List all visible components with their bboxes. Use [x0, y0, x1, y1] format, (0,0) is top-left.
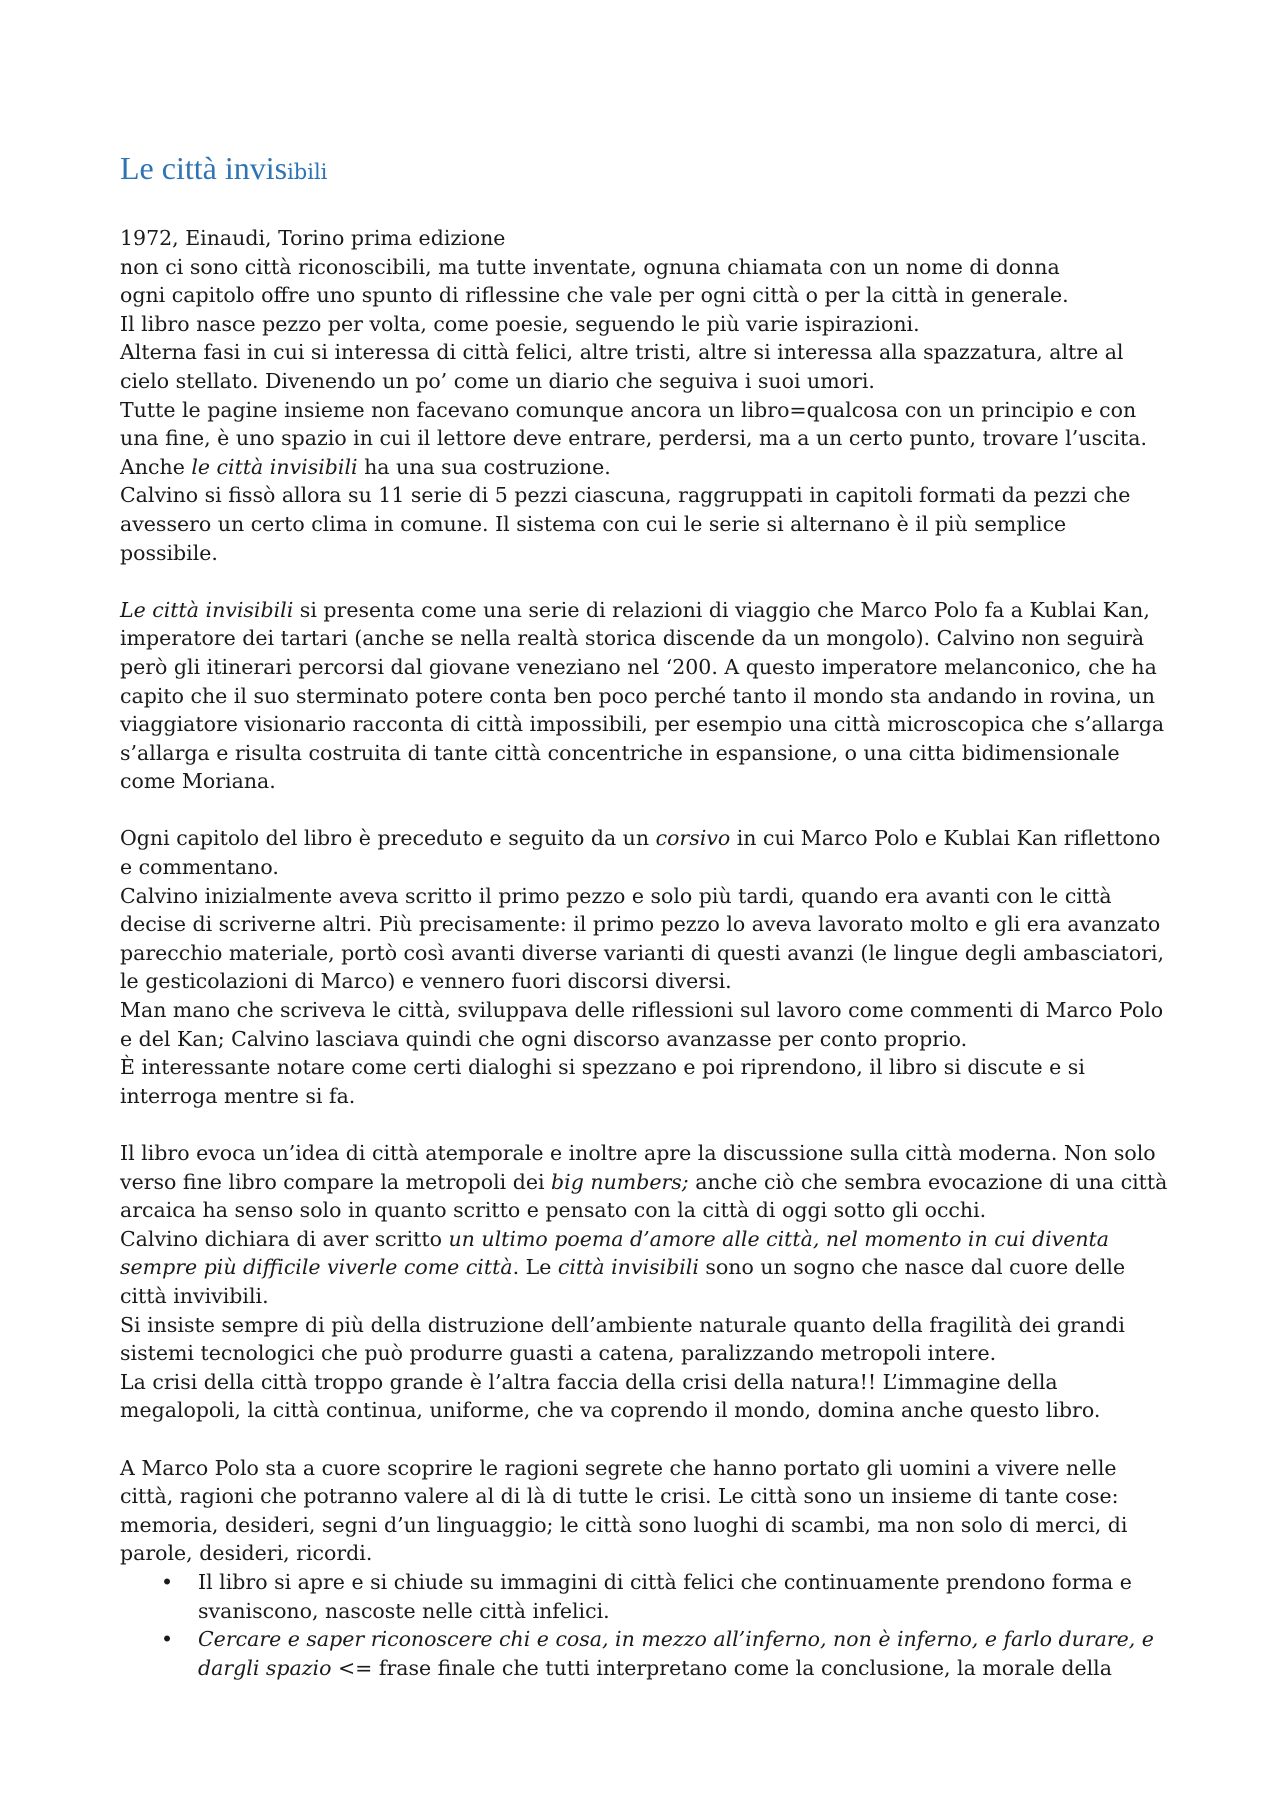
italic-quote: un ultimo poema d’amore alle città, nel momento in cui diventa sempre più difficile viverle come città [120, 1226, 1110, 1280]
paragraph-line: È interessante notare come certi dialoghi si spezzano e poi riprendono, il libro si discute e si interroga mentre si fa. [120, 1055, 1085, 1108]
document-page [120, 148, 1170, 1682]
title-main: Le città invis [120, 150, 288, 186]
paragraph-line: Calvino inizialmente aveva scritto il primo pezzo e solo più tardi, quando era avanti con le città decise di scriverne altri. Più precisamente: il primo pezzo lo aveva lavorato molto e gli era avanzato parecchio materiale, portò così avanti diverse varianti di questi avanzi (le lingue degli ambasciatori, le gesticolazioni di Marco) e vennero fuori discorsi diversi. [120, 883, 1165, 994]
italic-title: città invisibili [557, 1255, 699, 1280]
text-run: Il libro si apre e si chiude su immagini di città felici che continuamente prendono forma e svaniscono, nascoste nelle città infelici. [198, 1569, 1132, 1623]
text-run: si presenta come una serie di relazioni di viaggio che Marco Polo fa a Kublai Kan, imperatore dei tartari (anche se nella realtà storica discende da un mongolo). Calvino non seguirà però gli itinerari percorsi dal giovane veneziano nel ‘200. A questo imperatore melanconico, che ha capito che il suo sterminato potere conta ben poco perché tanto il mondo sta andando in rovina, un viaggiatore visionario racconta di città impossibili, per esempio una città microscopica che s’allarga s’allarga e risulta costruita di tante città concentriche in espansione, o una citta bidimensionale come Moriana. [120, 597, 1165, 794]
document-title [120, 148, 1170, 192]
paragraph-line: Il libro nasce pezzo per volta, come poesie, seguendo le più varie ispirazioni. [120, 311, 920, 336]
bullet-icon: • [161, 1569, 174, 1594]
bullet-list [120, 1568, 1170, 1682]
text-run: . Le [512, 1255, 558, 1280]
paragraph-line: 1972, Einaudi, Torino prima edizione [120, 226, 506, 250]
paragraph-line: Si insiste sempre di più della distruzione dell’ambiente naturale quanto della fragilità dei grandi sistemi tecnologici che può produrre guasti a catena, paralizzando metropoli intere. [120, 1312, 1125, 1366]
italic-title: Le città invisibili [120, 597, 294, 622]
paragraph-gap [120, 1425, 1170, 1454]
paragraph-line [120, 824, 1170, 881]
italic-title: le città invisibili [191, 454, 358, 479]
paragraph-gap [120, 796, 1170, 825]
text-run: anche ciò che sembra evocazione di una città arcaica ha senso solo in quanto scritto e pensato con la città di oggi sotto gli occhi. [120, 1169, 1168, 1223]
paragraph-gap [120, 567, 1170, 596]
list-item [161, 1625, 1170, 1682]
italic-word: corsivo [655, 826, 731, 851]
paragraph-line: Calvino si fissò allora su 11 serie di 5 pezzi ciascuna, raggruppati in capitoli formati da pezzi che avessero un certo clima in comune. Il sistema con cui le serie si alternano è il più semplice possibile. [120, 483, 1131, 565]
text-run: <= frase finale che tutti interpretano come la conclusione, la morale della [331, 1655, 1112, 1680]
paragraph-line: A Marco Polo sta a cuore scoprire le ragioni segrete che hanno portato gli uomini a vivere nelle città, ragioni che potranno valere al di là di tutte le crisi. Le città sono un insieme di tante cose: memoria, desideri, segni d’un linguaggio; le città sono luoghi di scambi, ma non solo di merci, di parole, desideri, ricordi. [120, 1455, 1128, 1566]
bullet-icon: • [161, 1627, 174, 1652]
paragraph-line: La crisi della città troppo grande è l’altra faccia della crisi della natura!! L’immagine della megalopoli, la città continua, uniforme, che va coprendo il mondo, domina anche questo libro. [120, 1369, 1101, 1423]
text-run: in cui Marco Polo e Kublai Kan riflettono e commentano. [120, 826, 1161, 880]
text-run: Anche [120, 454, 192, 479]
paragraph-line: Tutte le pagine insieme non facevano comunque ancora un libro=qualcosa con un principio e con una fine, è uno spazio in cui il lettore deve entrare, perdersi, ma a un certo punto, trovare l’uscita. [120, 397, 1147, 451]
paragraph-line: non ci sono città riconoscibili, ma tutte inventate, ognuna chiamata con un nome di donna [120, 254, 1060, 279]
text-run: sono un sogno che nasce dal cuore delle città invivibili. [120, 1255, 1126, 1308]
paragraph-line [120, 453, 1170, 482]
paragraph-line [120, 1139, 1170, 1225]
paragraph-intro [120, 596, 1170, 796]
paragraph-line: ogni capitolo offre uno spunto di riflessine che vale per ogni città o per la città in generale. [120, 283, 1069, 308]
title-small: ibili [287, 160, 328, 184]
paragraph-line: Man mano che scriveva le città, sviluppava delle riflessioni sul lavoro come commenti di Marco Polo e del Kan; Calvino lasciava quindi che ogni discorso avanzasse per conto proprio. [120, 998, 1164, 1051]
italic-phrase: big numbers; [551, 1169, 689, 1194]
text-run: Ogni capitolo del libro è preceduto e seguito da un [120, 826, 656, 851]
text-run: ha una sua costruzione. [357, 454, 611, 479]
paragraph-line [120, 1225, 1170, 1311]
italic-quote: Cercare e saper riconoscere chi e cosa, in mezzo all’inferno, non è inferno, e farlo durare, e dargli spazio [198, 1627, 1154, 1680]
text-run: Il libro evoca un’idea di città atemporale e inoltre apre la discussione sulla città moderna. Non solo verso fine libro compare la metropoli dei [120, 1141, 1156, 1194]
list-item [161, 1568, 1170, 1625]
paragraph-gap [120, 1110, 1170, 1139]
text-run: Calvino dichiara di aver scritto [120, 1226, 449, 1251]
paragraph-line: Alterna fasi in cui si interessa di città felici, altre tristi, altre si interessa alla spazzatura, altre al cielo stellato. Divenendo un po’ come un diario che seguiva i suoi umori. [120, 340, 1124, 393]
